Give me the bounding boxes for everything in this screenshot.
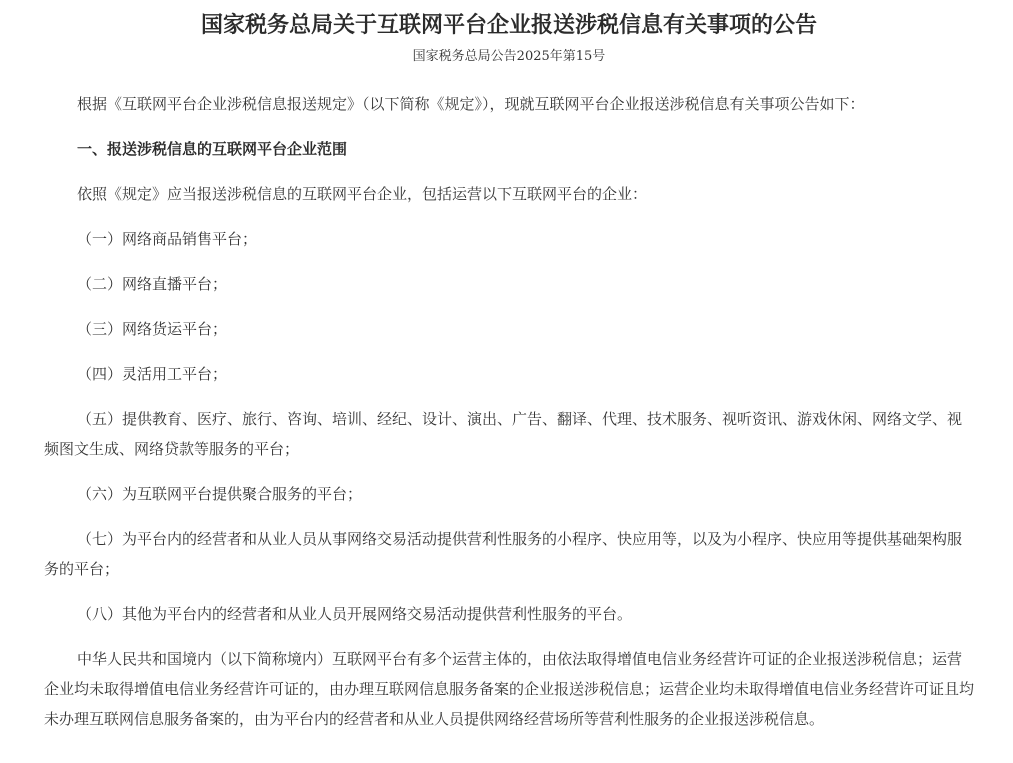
section-heading: 一、报送涉税信息的互联网平台企业范围: [77, 140, 348, 158]
list-item: （八）其他为平台内的经营者和从业人员开展网络交易活动提供营利性服务的平台。: [77, 605, 633, 623]
paragraph-intro: 根据《互联网平台企业涉税信息报送规定》（以下简称《规定》），现就互联网平台企业报送涉税信息有关事项公告如下：: [77, 95, 865, 113]
document-number: 国家税务总局公告2025年第15号: [412, 49, 606, 64]
list-item: （四）灵活用工平台；: [77, 365, 228, 383]
list-item: （一）网络商品销售平台；: [77, 230, 258, 248]
list-item: （二）网络直播平台；: [77, 275, 228, 293]
list-item: （七）为平台内的经营者和从业人员从事网络交易活动提供营利性服务的小程序、快应用等，以及为小程序、快应用等提供基础架构服务的平台；: [44, 530, 963, 578]
list-item: （六）为互联网平台提供聚合服务的平台；: [77, 485, 363, 503]
list-item: （五）提供教育、医疗、旅行、咨询、培训、经纪、设计、演出、广告、翻译、代理、技术服务、视听资讯、游戏休闲、网络文学、视频图文生成、网络贷款等服务的平台；: [44, 410, 963, 458]
paragraph-scope: 依照《规定》应当报送涉税信息的互联网平台企业，包括运营以下互联网平台的企业：: [77, 185, 648, 203]
article-title: 国家税务总局关于互联网平台企业报送涉税信息有关事项的公告: [200, 12, 817, 38]
paragraph-domestic: 中华人民共和国境内（以下简称境内）互联网平台有多个运营主体的，由依法取得增值电信业务经营许可证的企业报送涉税信息；运营企业均未取得增值电信业务经营许可证的，由办理互联网信息服务备案的企业报送涉税信息；运营企业均未取得增值电信业务经营许可证且均未办理互联网信息服务备案的，由为平台内的经营者和从业人员提供网络经营场所等营利性服务的企业报送涉税信息。: [44, 650, 975, 728]
list-item: （三）网络货运平台；: [77, 320, 228, 338]
